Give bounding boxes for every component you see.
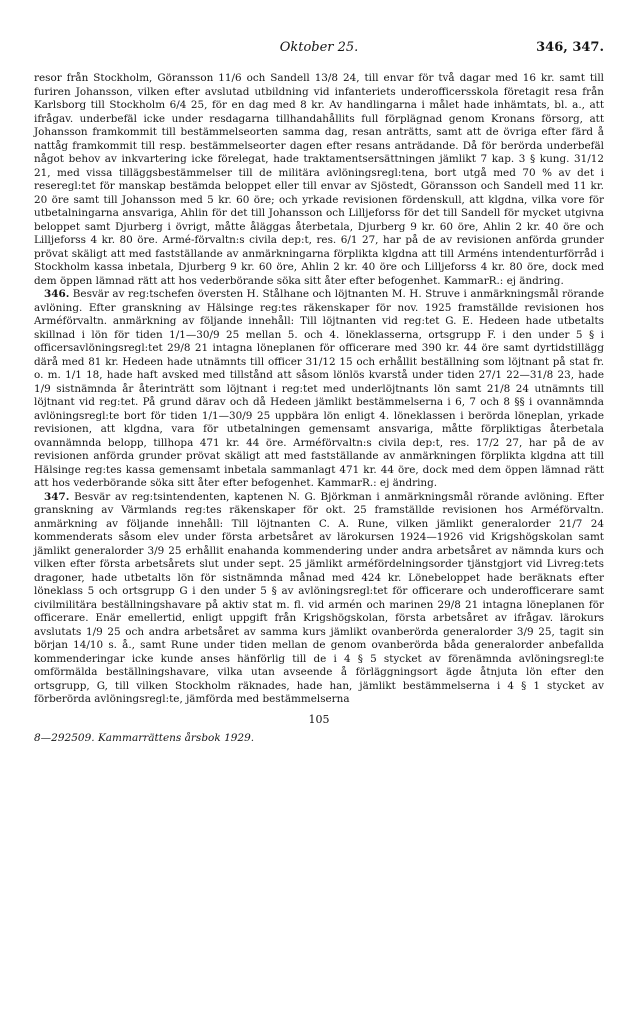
body-text [34, 72, 604, 707]
running-head: Oktober 25. [279, 40, 359, 55]
document-page [34, 40, 604, 744]
page-header [34, 40, 604, 62]
section-text-346: Besvär av reg:tschefen översten H. Stålhane och löjtnanten M. H. Struve i anmärkningsmål rörande avlöning. Efter granskning av Hälsinge reg:tes räkenskaper för nov. 1925 framställde revisionen hos Arméförvaltn. anmärkning av följande innehåll: Till löjtnanten vid reg:tet G. E. Hedeen hade utbetalts skillnad i lön för tiden 1/1—30/9 25 mellan 5. och 4. löneklasserna, ortsgrupp F. i den under 5 § i officersavlöningsregl:tet 29/8 21 intagna löneplanen för officerare med 390 kr. 44 öre samt dyrtidstillägg därå med 81 kr. Hedeen hade utnämnts till officer 31/12 15 och erhållit beställning som löjtnant på stat fr. o. m. 1/1 18, hade haft avsked med tillstånd att såsom lönlös kvarstå under tiden 27/1 22—31/8 23, hade 1/9 sistnämnda år återinträtt som löjtnant i reg:tet med underlöjtnants lön samt 21/8 24 utnämnts till löjtnant vid reg:tet. På grund därav och då Hedeen jämlikt bestämmelserna i 6, 7 och 8 §§ i ovannämnda avlöningsregl:te bort för tiden 1/1—30/9 25 uppbära lön enligt 4. löneklassen i berörda löneplan, yrkade revisionen, att klgdna, vara för utbetalningen gemensamt ansvariga, måtte förpliktigas återbetala ovannämnda belopp, tillhopa 471 kr. 44 öre. Arméförvaltn:s civila dep:t, res. 17/2 27, har på de av revisionen anförda grunder prövat skäligt att med fastställande av anmärkningen förpliktа klgdna att till Hälsinge reg:tes kassa gemensamt inbetala sammanlagt 471 kr. 44 öre, dock med dem öppen lämnad rätt att hos vederbörande söka sitt åter efter befogenhet. KammarR.: ej ändring. [34, 288, 604, 489]
section-number-346: 346. [44, 288, 70, 300]
section-number-347: 347. [44, 490, 70, 503]
section-text-347: Besvär av reg:tsintendenten, kaptenen N. G. Björkman i anmärkningsmål rörande avlöning. Efter granskning av Värmlands reg:tes räkenskaper för okt. 25 framställde revisionen hos Arméförvaltn. anmärkning av följande innehåll: Till löjtnanten C. A. Rune, vilken jämlikt generalorder 21/7 24 kommenderats såsom elev under första arbetsåret av lärokursen 1924—1926 vid Krigshögskolan samt jämlikt generalorder 3/9 25 erhållit enahanda kommendering under andra arbetsåret av nämnda kurs och vilken efter första arbetsårets slut under sept. 25 jämlikt arméfördelningsorder tjänstgjort vid Livreg:tets dragoner, hade utbetalts lön för sistnämnda månad med 424 kr. Lönebeloppet hade beräknats efter löneklass 5 och ortsgrupp G i den under 5 § av avlöningsregl:tet för officerare och underofficerare samt civilmilitära beställningshavare på aktiv stat m. fl. vid armén och marinen 29/8 21 intagna löneplanen för officerare. Enär emellertid, enligt uppgift från Krigshögskolan, första arbetsåret av ifrågav. lärokurs avslutats 1/9 25 och andra arbetsåret av samma kurs jämlikt ovanberörda generalorder 3/9 25, tagit sin början 14/10 s. å., samt Rune under tiden mellan de genom ovanberörda båda generalorder anbefallda kommenderingar icke kunde anses hänförlig till de i 4 § 5 stycket av förenämnda avlöningsregl:te omförmälda beställningshavare, vilka utan avseende å förläggningsort ägde åtnjuta lön efter den ortsgrupp, G, till vilken Stockholm räknades, hade han, jämlikt bestämmelserna i 4 § 1 stycket av förberörda avlöningsregl:te, jämförda med bestämmelserna [34, 490, 604, 705]
page-number: 105 [308, 712, 330, 726]
imprint-line: 8—292509. Kammarrättens årsbok 1929. [34, 731, 255, 744]
paragraph-347 [34, 491, 604, 707]
paragraph-346 [34, 288, 604, 491]
paragraph-continued-345: resor från Stockholm, Göransson 11/6 och Sandell 13/8 24, till envar för två dagar med 16 kr. samt till furiren Johansson, vilken efter avslutad utbildning vid infanteriets underofficersskola företagit resa från Karlsborg till Stockholm 6/4 25, för en dag med 8 kr. Av handlingarna i målet hade inhämtats, bl. a., att ifrågav. underbefäl icke under resdagarna tillhandahållits full förplägnad genom Kronans försorg, att Johansson framkommit till bestämmelseorten samma dag, resan anträtts, samt att de övriga efter färd å nattåg framkommit till resp. bestämmelseorter dagen efter resans anträdande. Då för berörda underbefäl något behov av inkvartering icke förelegat, hade traktamentsersättningen jämlikt 7 kap. 3 § kung. 31/12 21, med vissa tilläggsbestämmelser till de militära avlöningsregl:tena, bort utgå med 70 % av det i reseregl:tet för manskap bestämda beloppet eller till envar av Sjöstedt, Göransson och Sandell med 11 kr. 20 öre samt till Johansson med 5 kr. 60 öre; och yrkade revisionen fördenskull, att klgdna, vilka vore för utbetalningarna ansvariga, Ahlin för det till Johansson och Lilljeforss för det till Sandell för mycket utgivna beloppet samt Djurberg i övrigt, måtte åläggas återbetala, Djurberg 9 kr. 60 öre, Ahlin 2 kr. 40 öre och Lilljeforss 4 kr. 80 öre. Armé-förvaltn:s civila dep:t, res. 6/1 27, har på de av revisionen anförda grunder prövat skäligt att med fastställande av anmärkningarna förpliktа klgdna att till Arméns intendenturförråd i Stockholm kassa inbetala, Djurberg 9 kr. 60 öre, Ahlin 2 kr. 40 öre och Lilljeforss 4 kr. 80 öre, dock med dem öppen lämnad rätt att hos vederbörande söka sitt åter efter befogenhet. KammarR.: ej ändring. [34, 72, 604, 287]
section-range: 346, 347. [536, 40, 604, 55]
